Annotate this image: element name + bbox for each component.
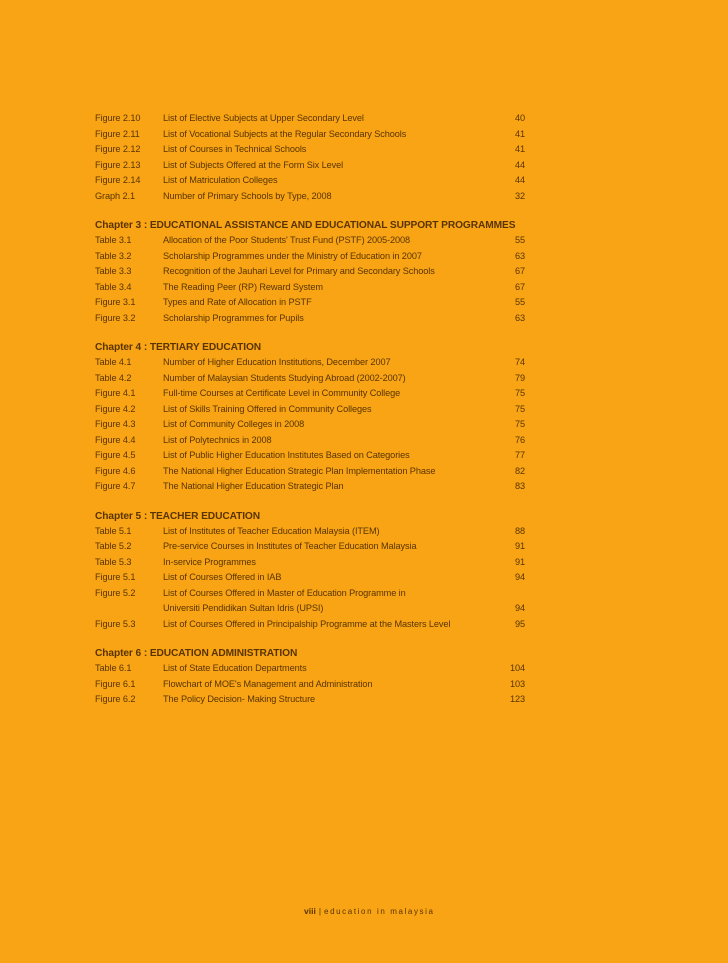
entry-code: Figure 3.1 <box>95 297 136 307</box>
entry-page-number: 75 <box>514 419 525 429</box>
entry-page-number: 91 <box>514 556 525 567</box>
entry-code: Figure 4.1 <box>95 388 136 398</box>
entry-code: Table 3.4 <box>95 281 132 292</box>
entry-title: The Policy Decision- Making Structure <box>163 694 316 704</box>
entry-code: Figure 4.2 <box>95 403 136 414</box>
entry-page-number: 123 <box>509 694 525 704</box>
entry-code: Figure 2.10 <box>95 113 141 123</box>
entry-title: List of Subjects Offered at the Form Six Level <box>163 159 344 170</box>
entry-code: Figure 5.1 <box>95 572 136 582</box>
entry-title: List of Elective Subjects at Upper Secondary Level <box>163 113 364 123</box>
entry-title: The National Higher Education Strategic Plan Implementation Phase <box>163 465 436 476</box>
chapter-heading: Chapter 6 : EDUCATION ADMINISTRATION <box>95 648 298 659</box>
entry-title: Number of Primary Schools by Type, 2008 <box>163 190 332 201</box>
entry-code: Figure 4.3 <box>95 419 136 429</box>
entry-title: List of Institutes of Teacher Education Malaysia (ITEM) <box>163 525 380 536</box>
chapter-heading: Chapter 5 : TEACHER EDUCATION <box>95 510 261 522</box>
footer-page-number: viii <box>304 906 316 916</box>
toc-entry <box>95 539 535 555</box>
chapter-heading: Chapter 3 : EDUCATIONAL ASSISTANCE AND EDUCATIONAL SUPPORT PROGRAMMES <box>95 220 516 231</box>
entry-code: Table 5.2 <box>95 541 132 551</box>
entry-page-number: 83 <box>514 481 525 491</box>
entry-page-number: 55 <box>514 297 525 307</box>
toc-entry <box>95 280 535 296</box>
entry-title: List of Skills Training Offered in Community Colleges <box>163 403 372 414</box>
entry-title: The Reading Peer (RP) Reward System <box>163 281 323 292</box>
entry-title: List of State Education Departments <box>163 663 307 673</box>
toc-entry <box>95 433 535 449</box>
entry-page-number: 82 <box>514 465 525 476</box>
toc-entry <box>95 677 535 693</box>
toc-entry <box>95 586 535 602</box>
entry-page-number: 40 <box>514 113 525 123</box>
toc-entry <box>95 371 535 387</box>
toc-entry <box>95 158 535 174</box>
entry-title: In-service Programmes <box>163 556 256 567</box>
entry-code: Figure 4.7 <box>95 481 136 491</box>
entry-title: List of Courses Offered in Master of Education Programme in <box>163 587 406 598</box>
toc-entry <box>95 127 535 143</box>
entry-title: Full-time Courses at Certificate Level in Community College <box>163 388 401 398</box>
toc-entry <box>95 692 535 708</box>
entry-code: Table 6.1 <box>95 663 132 673</box>
entry-title: Number of Malaysian Students Studying Abroad (2002-2007) <box>163 372 406 383</box>
entry-code: Figure 3.2 <box>95 312 136 323</box>
toc-entry <box>95 111 535 127</box>
entry-title: List of Courses in Technical Schools <box>163 144 307 154</box>
entry-page-number: 41 <box>514 144 525 154</box>
toc-entry <box>95 173 535 189</box>
entry-code: Figure 2.13 <box>95 159 141 170</box>
entry-code: Table 4.2 <box>95 372 132 383</box>
entry-code: Table 3.3 <box>95 266 132 276</box>
entry-title: Scholarship Programmes under the Ministry of Education in 2007 <box>163 250 422 261</box>
entry-page-number: 103 <box>509 678 525 689</box>
entry-code: Figure 2.14 <box>95 175 141 185</box>
toc-entry <box>95 386 535 402</box>
entry-page-number: 55 <box>514 235 525 245</box>
entry-code: Figure 4.6 <box>95 465 136 476</box>
entry-page-number: 88 <box>514 525 525 536</box>
entry-code: Figure 2.12 <box>95 144 141 154</box>
toc-entry <box>95 402 535 418</box>
entry-title: List of Courses Offered in Principalship Programme at the Masters Level <box>163 618 451 629</box>
entry-page-number: 63 <box>514 250 525 261</box>
entry-page-number: 74 <box>514 357 525 367</box>
entry-page-number: 79 <box>514 372 525 383</box>
toc-entry <box>95 189 535 205</box>
entry-title: Number of Higher Education Institutions, December 2007 <box>163 357 391 367</box>
toc-entry <box>95 570 535 586</box>
entry-title: List of Courses Offered in IAB <box>163 572 282 582</box>
chapter-heading: Chapter 4 : TERTIARY EDUCATION <box>95 342 262 353</box>
entry-code: Figure 6.1 <box>95 678 136 689</box>
entry-title: Universiti Pendidikan Sultan Idris (UPSI) <box>163 603 324 613</box>
entry-title: List of Community Colleges in 2008 <box>163 419 305 429</box>
entry-code: Table 3.2 <box>95 250 132 261</box>
entry-page-number: 76 <box>514 434 525 445</box>
entry-page-number: 75 <box>514 403 525 414</box>
entry-code: Figure 4.5 <box>95 450 136 460</box>
entry-title: The National Higher Education Strategic Plan <box>163 481 344 491</box>
entry-title: List of Polytechnics in 2008 <box>163 434 272 445</box>
toc-entry <box>95 249 535 265</box>
footer-separator: | <box>318 906 322 916</box>
entry-code: Table 3.1 <box>95 235 132 245</box>
entry-title: Scholarship Programmes for Pupils <box>163 312 304 323</box>
entry-title: Flowchart of MOE's Management and Administration <box>163 678 373 689</box>
entry-code: Figure 4.4 <box>95 434 136 445</box>
entry-page-number: 63 <box>514 312 525 323</box>
toc-entry <box>95 264 535 280</box>
entry-code: Table 4.1 <box>95 357 132 367</box>
entry-title: List of Matriculation Colleges <box>163 175 278 185</box>
entry-page-number: 95 <box>514 618 525 629</box>
entry-page-number: 91 <box>514 541 525 551</box>
entry-code: Figure 6.2 <box>95 694 136 704</box>
entry-page-number: 75 <box>514 388 525 398</box>
entry-code: Table 5.3 <box>95 556 132 567</box>
toc-entry <box>95 479 535 495</box>
entry-page-number: 44 <box>514 175 525 185</box>
entry-title: Allocation of the Poor Students' Trust Fund (PSTF) 2005-2008 <box>163 235 411 245</box>
list-of-figures-content <box>95 111 535 708</box>
entry-page-number: 44 <box>514 159 525 170</box>
entry-code: Graph 2.1 <box>95 190 135 201</box>
entry-code: Figure 5.2 <box>95 587 136 598</box>
entry-page-number: 67 <box>514 266 525 276</box>
toc-entry <box>95 464 535 480</box>
page-footer <box>304 906 435 916</box>
entry-code: Table 5.1 <box>95 525 132 536</box>
entry-title: List of Public Higher Education Institutes Based on Categories <box>163 450 410 460</box>
toc-entry <box>95 233 535 249</box>
toc-entry <box>95 311 535 327</box>
entry-title: Pre-service Courses in Institutes of Teacher Education Malaysia <box>163 541 417 551</box>
entry-page-number: 41 <box>514 128 525 139</box>
entry-title: List of Vocational Subjects at the Regular Secondary Schools <box>163 128 407 139</box>
footer-publication-title: education in malaysia <box>324 907 435 916</box>
entry-title: Recognition of the Jauhari Level for Primary and Secondary Schools <box>163 266 435 276</box>
toc-entry <box>95 555 535 571</box>
toc-entry <box>95 601 535 617</box>
toc-entry <box>95 142 535 158</box>
entry-code: Figure 2.11 <box>95 128 140 139</box>
entry-page-number: 104 <box>509 663 525 673</box>
entry-page-number: 94 <box>514 572 525 582</box>
entry-code: Figure 5.3 <box>95 618 136 629</box>
entry-title: Types and Rate of Allocation in PSTF <box>163 297 312 307</box>
entry-page-number: 67 <box>514 281 525 292</box>
toc-entry <box>95 448 535 464</box>
toc-entry <box>95 661 535 677</box>
toc-entry <box>95 524 535 540</box>
toc-entry <box>95 617 535 633</box>
entry-page-number: 94 <box>514 603 525 613</box>
entry-page-number: 77 <box>514 450 525 460</box>
toc-entry <box>95 295 535 311</box>
entry-page-number: 32 <box>514 190 525 201</box>
toc-entry <box>95 417 535 433</box>
toc-entry <box>95 355 535 371</box>
